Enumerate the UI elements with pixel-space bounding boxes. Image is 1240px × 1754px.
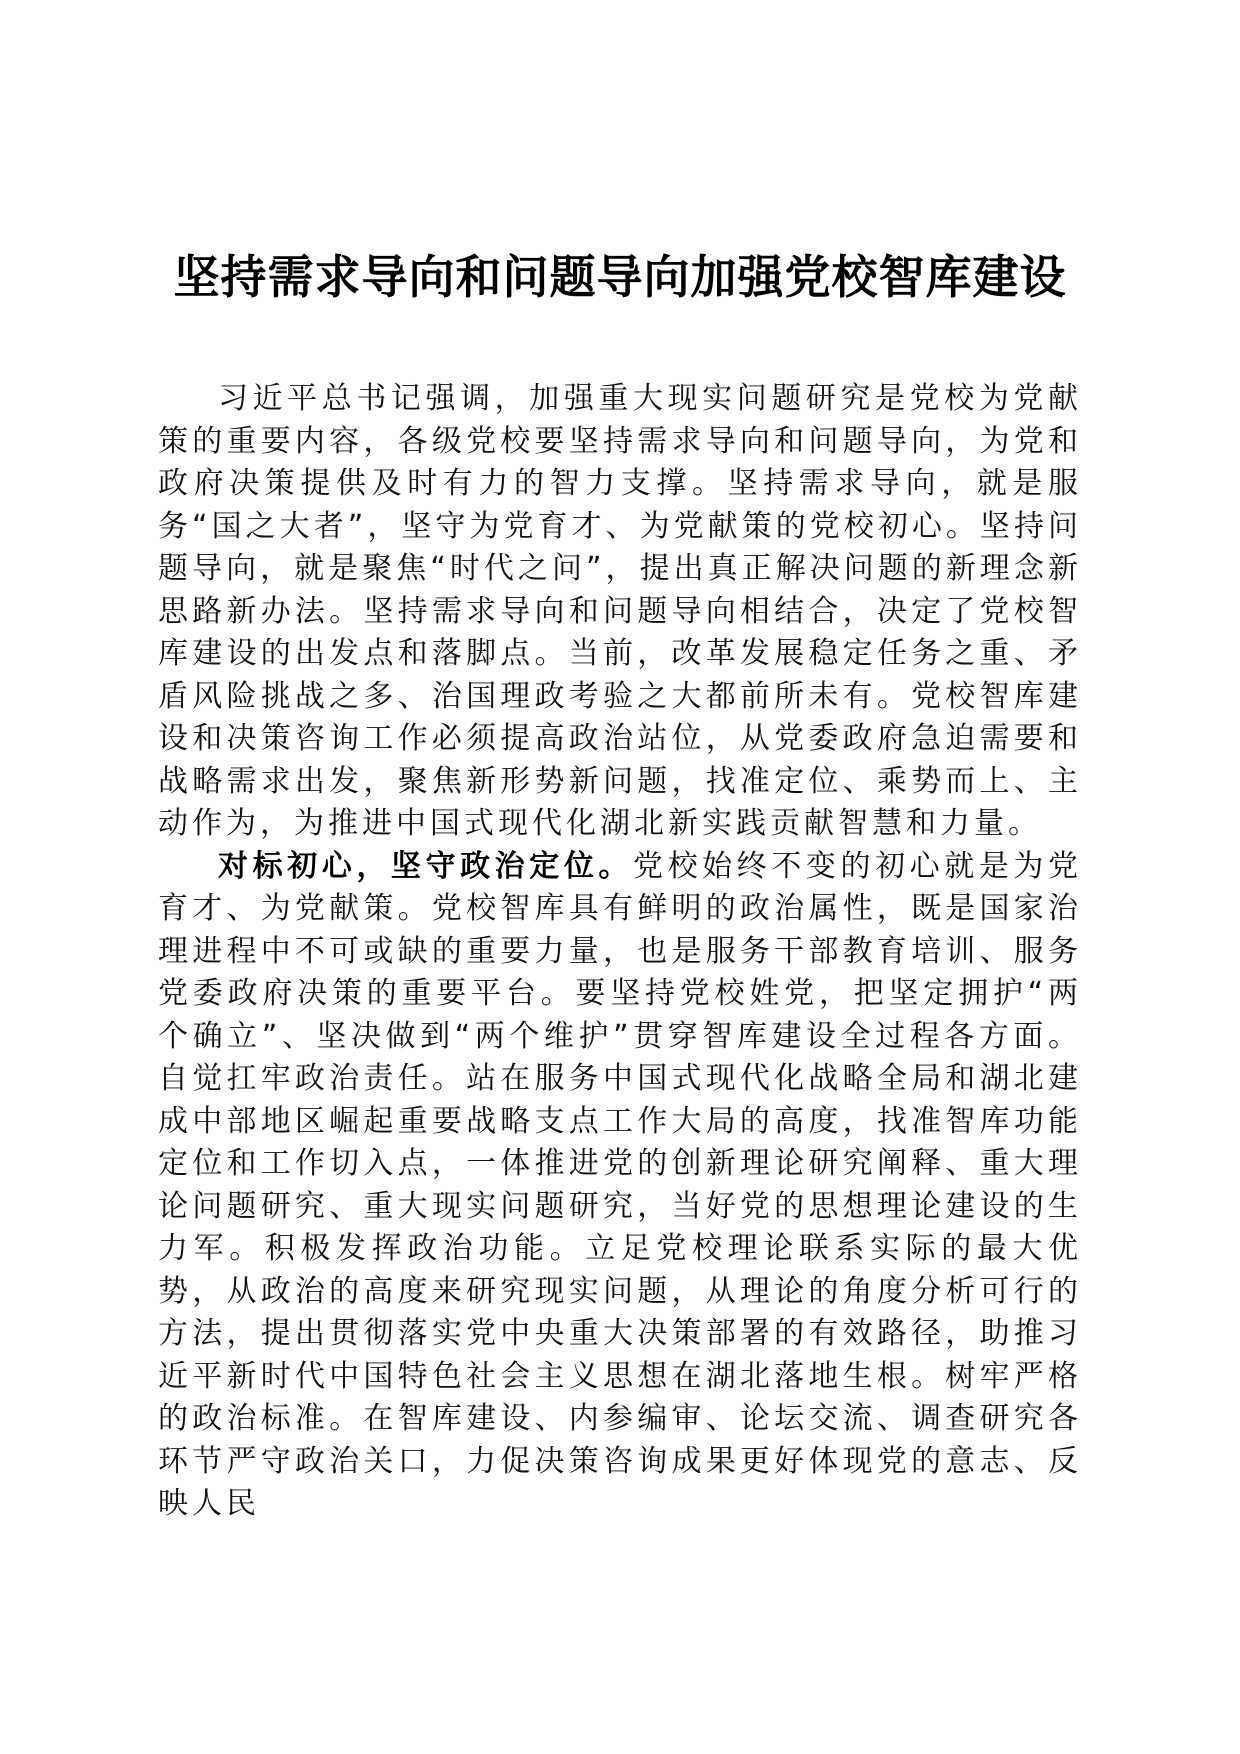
paragraph-lead-heading: 对标初心，坚守政治定位。: [218, 848, 633, 884]
paragraph-text: 党校始终不变的初心就是为党育才、为党献策。党校智库具有鲜明的政治属性，既是国家治理进程中不可或缺的重要力量，也是服务干部教育培训、服务党委政府决策的重要平台。要坚持党校姓党，把坚定拥护“两个确立”、坚决做到“两个维护”贯穿智库建设全过程各方面。自觉扛牢政治责任。站在服务中国式现代化战略全局和湖北建成中部地区崛起重要战略支点工作大局的高度，找准智库功能定位和工作切入点，一体推进党的创新理论研究阐释、重大理论问题研究、重大现实问题研究，当好党的思想理论建设的生力军。积极发挥政治功能。立足党校理论联系实际的最大优势，从政治的高度来研究现实问题，从理论的角度分析可行的方法，提出贯彻落实党中央重大决策部署的有效路径，助推习近平新时代中国特色社会主义思想在湖北落地生根。树牢严格的政治标准。在智库建设、内参编审、论坛交流、调查研究各环节严守政治关口，力促决策咨询成果更好体现党的意志、反映人民: [158, 848, 1082, 1521]
document-title: 坚持需求导向和问题导向加强党校智库建设: [173, 250, 1067, 304]
document-body: [158, 378, 1082, 1526]
paragraph-political-positioning: [158, 846, 1082, 1526]
paragraph-intro: 习近平总书记强调，加强重大现实问题研究是党校为党献策的重要内容，各级党校要坚持需求导向和问题导向，为党和政府决策提供及时有力的智力支撑。坚持需求导向，就是服务“国之大者”，坚守为党育才、为党献策的党校初心。坚持问题导向，就是聚焦“时代之问”，提出真正解决问题的新理念新思路新办法。坚持需求导向和问题导向相结合，决定了党校智库建设的出发点和落脚点。当前，改革发展稳定任务之重、矛盾风险挑战之多、治国理政考验之大都前所未有。党校智库建设和决策咨询工作必须提高政治站位，从党委政府急迫需要和战略需求出发，聚焦新形势新问题，找准定位、乘势而上、主动作为，为推进中国式现代化湖北新实践贡献智慧和力量。: [158, 381, 1082, 841]
